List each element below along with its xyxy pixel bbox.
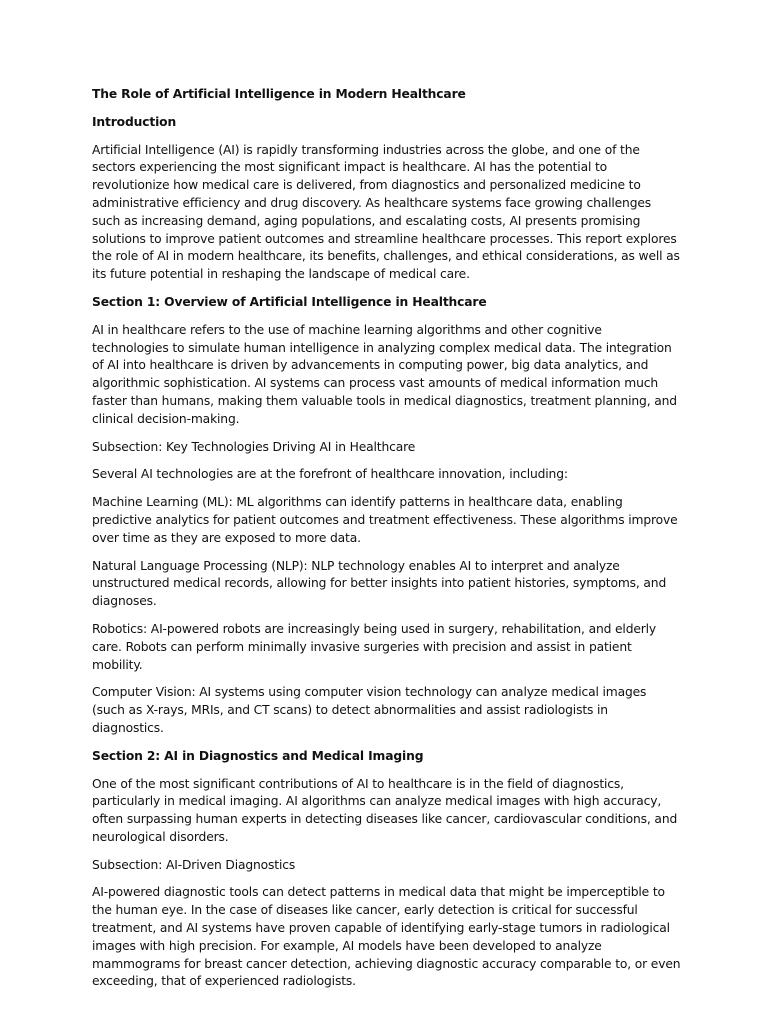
- introduction-paragraph: Artificial Intelligence (AI) is rapidly transforming industries across the globe, and one of the sectors experiencing the most significant impact is healthcare. AI has the potential to revolutionize how medical care is delivered, from diagnostics and personalized medicine to administrative efficiency and drug discovery. As healthcare systems face growing challenges such as increasing demand, aging populations, and escalating costs, AI presents promising solutions to improve patient outcomes and streamline healthcare processes. This report explores the role of AI in modern healthcare, its benefits, challenges, and ethical considerations, as well as its future potential in reshaping the landscape of medical care.: [92, 142, 680, 282]
- tech-robotics: Robotics: AI-powered robots are increasingly being used in surgery, rehabilitation, and elderly care. Robots can perform minimally invasive surgeries with precision and assist in patient mobility.: [92, 621, 657, 672]
- subsection1-heading: Subsection: Key Technologies Driving AI in Healthcare: [92, 439, 416, 454]
- subsection1-intro: Several AI technologies are at the forefront of healthcare innovation, including:: [92, 467, 568, 482]
- section1-heading: Section 1: Overview of Artificial Intelligence in Healthcare: [92, 294, 487, 309]
- section2-heading: Section 2: AI in Diagnostics and Medical Imaging: [92, 748, 424, 763]
- subsection2-paragraph: AI-powered diagnostic tools can detect patterns in medical data that might be imperceptible to the human eye. In the case of diseases like cancer, early detection is critical for successful treatment, and AI systems have proven capable of identifying early-stage tumors in radiological images with high precision. For example, AI models have been developed to analyze mammograms for breast cancer detection, achieving diagnostic accuracy comparable to, or even exceeding, that of experienced radiologists.: [92, 885, 681, 989]
- document-page: [92, 86, 682, 1001]
- document-title: The Role of Artificial Intelligence in Modern Healthcare: [92, 87, 466, 101]
- tech-machine-learning: Machine Learning (ML): ML algorithms can identify patterns in healthcare data, enabling predictive analytics for patient outcomes and treatment effectiveness. These algorithms improve over time as they are exposed to more data.: [92, 495, 678, 545]
- section2-paragraph: One of the most significant contributions of AI to healthcare is in the field of diagnostics, particularly in medical imaging. AI algorithms can analyze medical images with high accuracy, often surpassing human experts in detecting diseases like cancer, cardiovascular conditions, and neurological disorders.: [92, 776, 678, 844]
- section1-paragraph: AI in healthcare refers to the use of machine learning algorithms and other cognitive technologies to simulate human intelligence in analyzing complex medical data. The integration of AI into healthcare is driven by advancements in computing power, big data analytics, and algorithmic sophistication. AI systems can process vast amounts of medical information much faster than humans, making them valuable tools in medical diagnostics, treatment planning, and clinical decision-making.: [92, 322, 677, 426]
- subsection2-heading: Subsection: AI-Driven Diagnostics: [92, 857, 296, 872]
- tech-nlp: Natural Language Processing (NLP): NLP technology enables AI to interpret and analyze unstructured medical records, allowing for better insights into patient histories, symptoms, and diagnoses.: [92, 558, 667, 609]
- tech-computer-vision: Computer Vision: AI systems using computer vision technology can analyze medical images (such as X-rays, MRIs, and CT scans) to detect abnormalities and assist radiologists in diagnostics.: [92, 685, 647, 735]
- introduction-heading: Introduction: [92, 114, 177, 129]
